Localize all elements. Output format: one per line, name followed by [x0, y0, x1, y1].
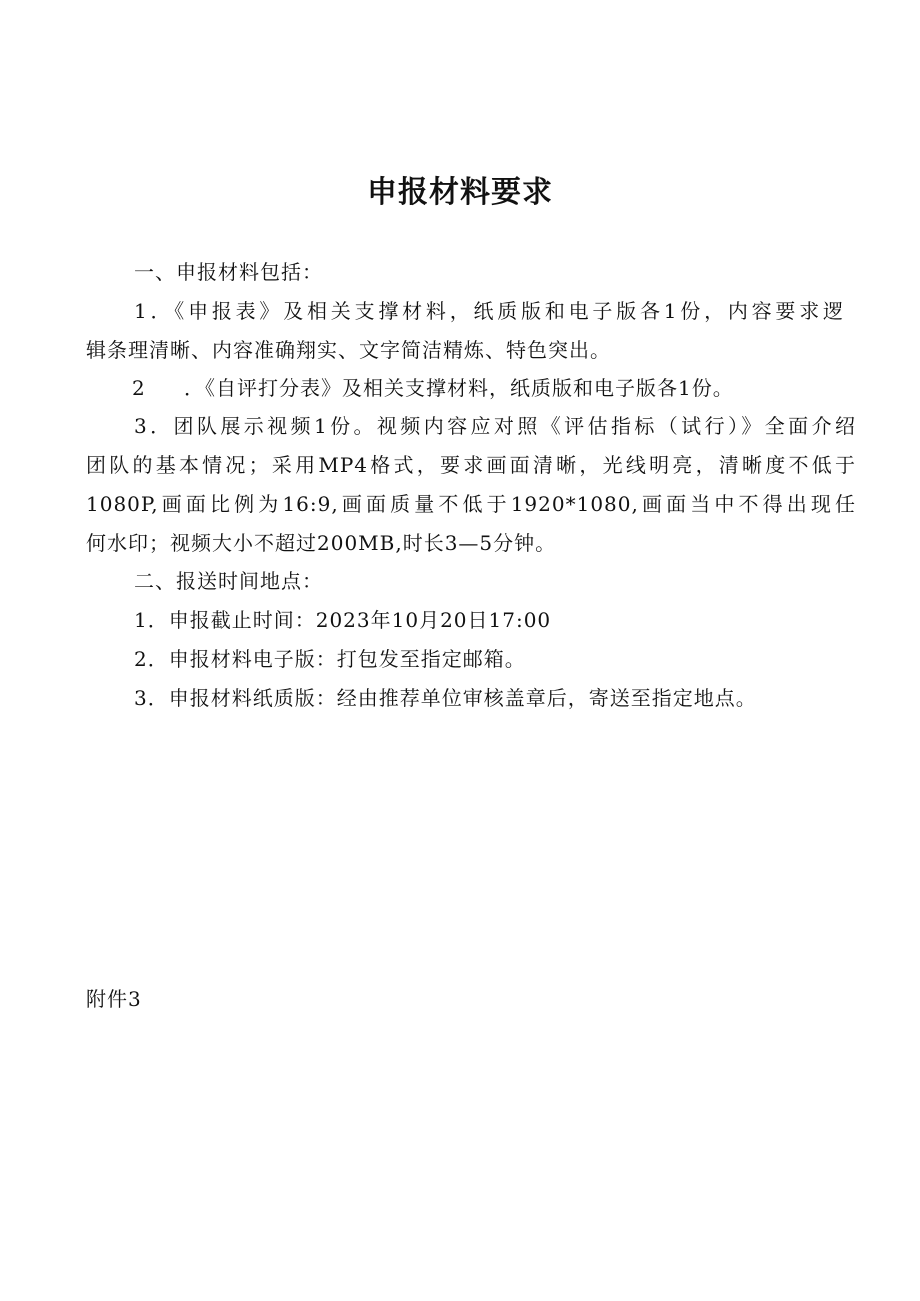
section-heading-submission: 二、报送时间地点：: [134, 569, 323, 593]
page-title: 申报材料要求: [367, 175, 553, 210]
paragraph-line: 2．申报材料电子版：打包发至指定邮箱。: [134, 647, 526, 671]
section-heading-materials: 一、申报材料包括：: [134, 260, 323, 284]
paragraph-line: 1．申报截止时间：2023年10月20日17:00: [134, 608, 552, 632]
item-text: ．《自评打分表》及相关支撑材料，纸质版和电子版各1份。: [184, 376, 734, 400]
attachment-label: 附件3: [86, 987, 142, 1011]
paragraph-line: 3．申报材料纸质版：经由推荐单位审核盖章后，寄送至指定地点。: [134, 686, 757, 710]
paragraph-line: 团队的基本情况；采用MP4格式，要求画面清晰，光线明亮，清晰度不低于: [86, 453, 856, 477]
paragraph-line: 1．《申报表》及相关支撑材料，纸质版和电子版各1份，内容要求逻: [134, 299, 844, 323]
paragraph-line: 3．团队展示视频1份。视频内容应对照《评估指标（试行）》全面介绍: [134, 414, 856, 438]
paragraph-line: 何水印；视频大小不超过200MB,时长3—5分钟。: [86, 531, 557, 555]
paragraph-line: 1080P,画面比例为16:9,画面质量不低于1920*1080,画面当中不得出现任: [86, 492, 856, 516]
paragraph-line: [132, 374, 734, 402]
item-number: 2: [132, 376, 146, 400]
paragraph-line: 辑条理清晰、内容准确翔实、文字简洁精炼、特色突出。: [86, 338, 611, 362]
